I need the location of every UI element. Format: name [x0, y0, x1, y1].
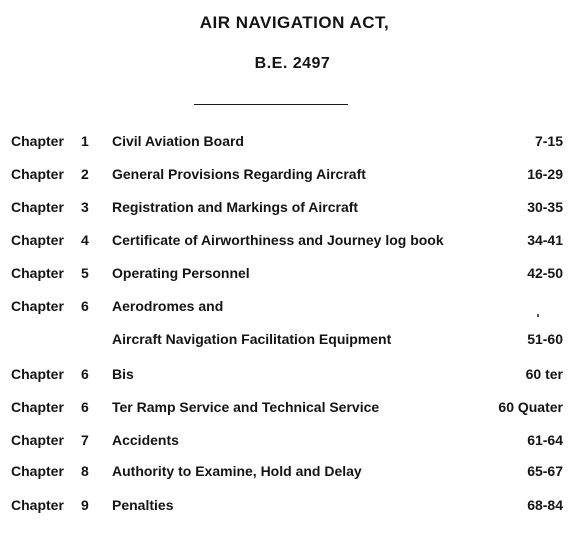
- chapter-number: 1: [81, 133, 89, 149]
- chapter-number: 9: [81, 497, 89, 513]
- chapter-label: Chapter: [11, 232, 64, 248]
- chapter-number: 4: [81, 232, 89, 248]
- chapter-label: Chapter: [11, 463, 64, 479]
- chapter-number: 7: [81, 432, 89, 448]
- chapter-pages: 60 ter: [525, 366, 563, 382]
- chapter-label: Chapter: [11, 133, 64, 149]
- chapter-pages: 42-50: [527, 265, 563, 281]
- chapter-title: Accidents: [112, 432, 179, 448]
- toc-row: [0, 298, 569, 318]
- chapter-title: Penalties: [112, 497, 174, 513]
- chapter-title: Aerodromes and: [112, 298, 224, 314]
- chapter-number: 8: [81, 463, 89, 479]
- document-title: AIR NAVIGATION ACT,: [199, 13, 390, 32]
- chapter-label: Chapter: [11, 298, 64, 314]
- chapter-number: 3: [81, 199, 89, 215]
- chapter-title: Operating Personnel: [112, 265, 250, 281]
- toc-row: [0, 463, 569, 483]
- toc-row: [0, 366, 569, 386]
- chapter-number: 6: [81, 298, 89, 314]
- chapter-pages: 7-15: [534, 133, 563, 149]
- chapter-title: Authority to Examine, Hold and Delay: [112, 463, 362, 479]
- toc-row: [0, 497, 569, 517]
- chapter-title: Aircraft Navigation Facilitation Equipment: [112, 331, 392, 347]
- chapter-pages: 51-60: [527, 331, 563, 347]
- chapter-label: Chapter: [11, 166, 64, 182]
- chapter-number: 2: [81, 166, 89, 182]
- toc-row: [0, 199, 569, 219]
- toc-row-continuation: [0, 331, 569, 351]
- scan-speck: [537, 314, 539, 317]
- chapter-label: Chapter: [11, 366, 64, 382]
- chapter-title: General Provisions Regarding Aircraft: [112, 166, 366, 182]
- toc-row: [0, 432, 569, 452]
- chapter-label: Chapter: [11, 497, 64, 513]
- chapter-number: 6: [81, 399, 89, 415]
- title-divider: [194, 104, 348, 105]
- chapter-pages: 30-35: [527, 199, 563, 215]
- chapter-title: Ter Ramp Service and Technical Service: [112, 399, 380, 415]
- chapter-title: Civil Aviation Board: [112, 133, 244, 149]
- chapter-title: Bis: [112, 366, 134, 382]
- chapter-pages: 68-84: [527, 497, 563, 513]
- chapter-label: Chapter: [11, 432, 64, 448]
- toc-row: [0, 166, 569, 186]
- chapter-pages: 16-29: [527, 166, 563, 182]
- chapter-number: 5: [81, 265, 89, 281]
- chapter-label: Chapter: [11, 265, 64, 281]
- chapter-pages: 61-64: [527, 432, 563, 448]
- chapter-label: Chapter: [11, 199, 64, 215]
- chapter-label: Chapter: [11, 399, 64, 415]
- toc-row: [0, 133, 569, 153]
- chapter-title: Registration and Markings of Aircraft: [112, 199, 359, 215]
- document-subtitle: B.E. 2497: [254, 55, 331, 72]
- toc-row: [0, 265, 569, 285]
- toc-row: [0, 232, 569, 252]
- chapter-pages: 60 Quater: [498, 399, 563, 415]
- chapter-title: Certificate of Airworthiness and Journey log book: [112, 232, 444, 248]
- chapter-pages: 65-67: [527, 463, 563, 479]
- toc-row: [0, 399, 569, 419]
- chapter-pages: 34-41: [527, 232, 563, 248]
- chapter-number: 6: [81, 366, 89, 382]
